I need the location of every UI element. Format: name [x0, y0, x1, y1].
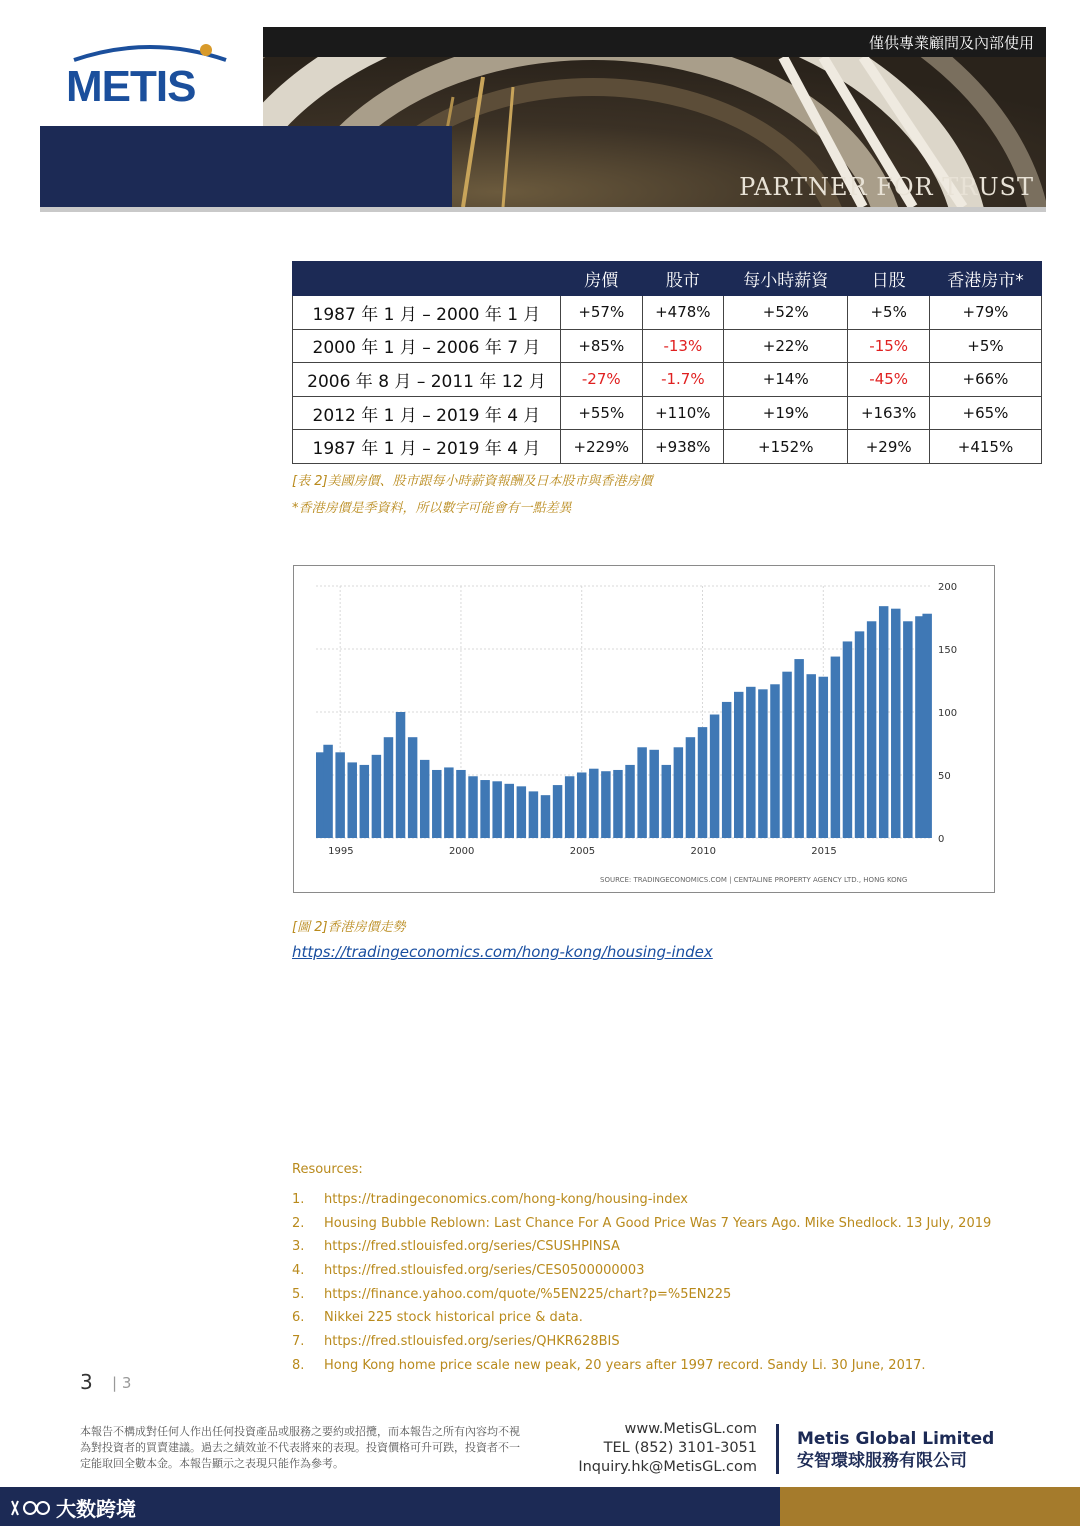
chart-bar: [710, 715, 719, 838]
header-divider: [40, 207, 1046, 212]
chart-bar: [613, 770, 622, 838]
internal-use-label: 僅供專業顧問及內部使用: [868, 34, 1034, 52]
list-item-text: Housing Bubble Reblown: Last Chance For A Good Price Was 7 Years Ago. Mike Shedlock. 13 July, 2019: [324, 1215, 992, 1231]
list-item-number: 8.: [292, 1357, 305, 1373]
watermark-text: 大数跨境: [56, 1497, 136, 1521]
period-cell: 2012 年 1 月 – 2019 年 4 月: [293, 396, 561, 430]
x-tick-label: 2005: [569, 846, 596, 857]
chart-bar: [734, 692, 743, 838]
value-cell: +65%: [929, 396, 1041, 430]
chart-bar: [649, 750, 658, 838]
company-name: [797, 1428, 994, 1472]
list-item-number: 7.: [292, 1334, 305, 1350]
chart-bar: [922, 614, 931, 838]
chart-bar: [565, 776, 574, 838]
x-tick-label: 2010: [690, 846, 716, 857]
list-item-number: 5.: [292, 1286, 305, 1302]
page-total: | 3: [112, 1374, 132, 1392]
y-tick-label: 0: [938, 834, 945, 845]
list-item-text: https://tradingeconomics.com/hong-kong/housing-index: [324, 1192, 688, 1207]
table-row: [293, 363, 1042, 397]
x-tick-label: 2000: [448, 846, 475, 857]
value-cell: +14%: [724, 363, 848, 397]
list-item-text: https://fred.stlouisfed.org/series/CES0500000003: [324, 1263, 645, 1279]
chart-bar: [420, 760, 429, 838]
value-cell: +415%: [929, 430, 1041, 464]
list-item-text: Hong Kong home price scale new peak, 20 years after 1997 record. Sandy Li. 30 June, 2017.: [324, 1357, 926, 1373]
disclaimer: 本報告不構成對任何人作出任何投資產品或服務之要約或招攬，而本報告之所有內容均不視為對投資者的買賣建議。過去之績效並不代表將來的表現。投資價格可升可跌，投資者不一定能取回全數本金。本報告顯示之表現只能作為參考。: [80, 1425, 520, 1470]
chart-bar: [637, 747, 646, 838]
company-name-zh: 安智環球服務有限公司: [797, 1451, 967, 1471]
value-cell: +163%: [848, 396, 930, 430]
table-caption: [表 2]美國房價、股市跟每小時薪資報酬及日本股市與香港房價: [292, 474, 653, 489]
chart-bar: [517, 786, 526, 838]
chart-bar: [335, 752, 344, 838]
header-bar: [263, 27, 1046, 57]
chart-bar: [444, 767, 453, 838]
value-cell: +229%: [561, 430, 643, 464]
chart-bar: [529, 791, 538, 838]
chart-bar: [867, 621, 876, 838]
page-total-value: 3: [121, 1374, 132, 1392]
table-row: [293, 329, 1042, 363]
chart-bar: [480, 780, 489, 838]
list-item[interactable]: [292, 1192, 991, 1216]
y-tick-label: 200: [938, 582, 958, 593]
chart-bar: [903, 621, 912, 838]
table-header-row: [293, 262, 1042, 296]
value-cell: -27%: [561, 363, 643, 397]
footer-gold-bar: [780, 1487, 1080, 1526]
chart-canvas: [294, 566, 996, 894]
list-item[interactable]: [292, 1263, 991, 1287]
table-header-cell: 股市: [642, 262, 724, 296]
value-cell: +5%: [929, 329, 1041, 363]
chart-bar: [722, 702, 731, 838]
chart-bar: [347, 762, 356, 838]
table-header-cell: [293, 262, 561, 296]
value-cell: -15%: [848, 329, 930, 363]
resources-list: [292, 1192, 991, 1382]
chart-bar: [601, 771, 610, 838]
value-cell: +55%: [561, 396, 643, 430]
list-item-text: https://finance.yahoo.com/quote/%5EN225/chart?p=%5EN225: [324, 1286, 732, 1302]
chart-bar: [770, 684, 779, 838]
value-cell: -1.7%: [642, 363, 724, 397]
footer-divider: [776, 1424, 779, 1474]
website-link[interactable]: www.MetisGL.com: [624, 1421, 757, 1437]
value-cell: -45%: [848, 363, 930, 397]
header-navy-block: [40, 126, 452, 207]
list-item-text: https://fred.stlouisfed.org/series/CSUSHPINSA: [324, 1239, 620, 1255]
value-cell: +478%: [642, 296, 724, 330]
list-item: [292, 1216, 991, 1240]
chart-bar: [758, 689, 767, 838]
logo-arc-icon: [70, 38, 230, 64]
value-cell: +110%: [642, 396, 724, 430]
value-cell: +29%: [848, 430, 930, 464]
list-item-text: https://fred.stlouisfed.org/series/QHKR628BIS: [324, 1334, 620, 1350]
list-item: [292, 1358, 991, 1382]
chart-bar: [891, 609, 900, 838]
chart-bar: [505, 784, 514, 838]
chart-bar: [746, 687, 755, 838]
chart-bar: [819, 677, 828, 838]
chart-bar: [553, 785, 562, 838]
chart-bar: [323, 745, 332, 838]
list-item-text: Nikkei 225 stock historical price & data.: [324, 1310, 583, 1326]
company-name-en: Metis Global Limited: [797, 1429, 995, 1449]
chart-bar: [843, 641, 852, 838]
value-cell: +22%: [724, 329, 848, 363]
resources-title: Resources:: [292, 1162, 363, 1177]
table-header-cell: 每小時薪資: [724, 262, 848, 296]
chart-bar: [456, 770, 465, 838]
chart-caption: [圖 2]香港房價走勢: [292, 920, 406, 935]
chart-bar: [794, 659, 803, 838]
phone-number: TEL (852) 3101-3051: [603, 1440, 757, 1456]
value-cell: +152%: [724, 430, 848, 464]
logo-text: METIS: [66, 62, 196, 111]
chart-bar: [698, 727, 707, 838]
tagline: PARTNER FOR TRUST: [739, 173, 1034, 201]
returns-table: [292, 261, 1042, 464]
period-cell: 1987 年 1 月 – 2019 年 4 月: [293, 430, 561, 464]
chart-bar: [360, 765, 369, 838]
chart-bar: [879, 606, 888, 838]
contact-block: [560, 1420, 757, 1477]
x-tick-label: 2015: [811, 846, 837, 857]
chart-bar: [577, 772, 586, 838]
chart-bar: [782, 672, 791, 838]
chart-bar: [408, 737, 417, 838]
value-cell: +57%: [561, 296, 643, 330]
period-cell: 1987 年 1 月 – 2000 年 1 月: [293, 296, 561, 330]
table-row: [293, 396, 1042, 430]
value-cell: +938%: [642, 430, 724, 464]
list-item-number: 2.: [292, 1215, 305, 1231]
table-row: [293, 296, 1042, 330]
list-item-number: 1.: [292, 1192, 305, 1207]
list-item[interactable]: [292, 1239, 991, 1263]
chart-bar: [541, 795, 550, 838]
list-item[interactable]: [292, 1334, 991, 1358]
housing-index-chart: [293, 565, 995, 893]
chart-bar: [432, 770, 441, 838]
table-note: *香港房價是季資料，所以數字可能會有一點差異: [292, 501, 572, 516]
table-row: [293, 430, 1042, 464]
chart-bar: [625, 765, 634, 838]
email-link[interactable]: Inquiry.hk@MetisGL.com: [578, 1459, 757, 1475]
list-item-number: 4.: [292, 1263, 305, 1279]
y-tick-label: 100: [938, 708, 958, 719]
watermark-logo-icon: [10, 1497, 50, 1519]
x-tick-label: 1995: [328, 846, 354, 857]
table-header-cell: 日股: [848, 262, 930, 296]
list-item: [292, 1310, 991, 1334]
period-cell: 2000 年 1 月 – 2006 年 7 月: [293, 329, 561, 363]
value-cell: +85%: [561, 329, 643, 363]
value-cell: +5%: [848, 296, 930, 330]
value-cell: +66%: [929, 363, 1041, 397]
value-cell: +52%: [724, 296, 848, 330]
logo: [40, 30, 262, 126]
chart-bar: [396, 712, 405, 838]
chart-bar: [686, 737, 695, 838]
value-cell: +79%: [929, 296, 1041, 330]
chart-bar: [674, 747, 683, 838]
period-cell: 2006 年 8 月 – 2011 年 12 月: [293, 363, 561, 397]
page-number: 3: [80, 1370, 93, 1394]
chart-bar: [806, 674, 815, 838]
chart-bar: [468, 776, 477, 838]
chart-source-link[interactable]: https://tradingeconomics.com/hong-kong/housing-index: [292, 943, 713, 961]
chart-bar: [492, 781, 501, 838]
chart-bar: [855, 631, 864, 838]
chart-bar: [384, 737, 393, 838]
watermark: [10, 1493, 136, 1522]
list-item[interactable]: [292, 1287, 991, 1311]
table-header-cell: 房價: [561, 262, 643, 296]
list-item-number: 6.: [292, 1310, 305, 1326]
y-tick-label: 50: [938, 771, 951, 782]
chart-bar: [372, 755, 381, 838]
value-cell: -13%: [642, 329, 724, 363]
chart-bar: [589, 769, 598, 838]
chart-bar: [662, 765, 671, 838]
chart-bar: [831, 657, 840, 838]
list-item-number: 3.: [292, 1239, 305, 1255]
table-header-cell: 香港房市*: [929, 262, 1041, 296]
chart-source: SOURCE: TRADINGECONOMICS.COM | CENTALINE PROPERTY AGENCY LTD., HONG KONG: [600, 876, 908, 884]
value-cell: +19%: [724, 396, 848, 430]
y-tick-label: 150: [938, 645, 958, 656]
